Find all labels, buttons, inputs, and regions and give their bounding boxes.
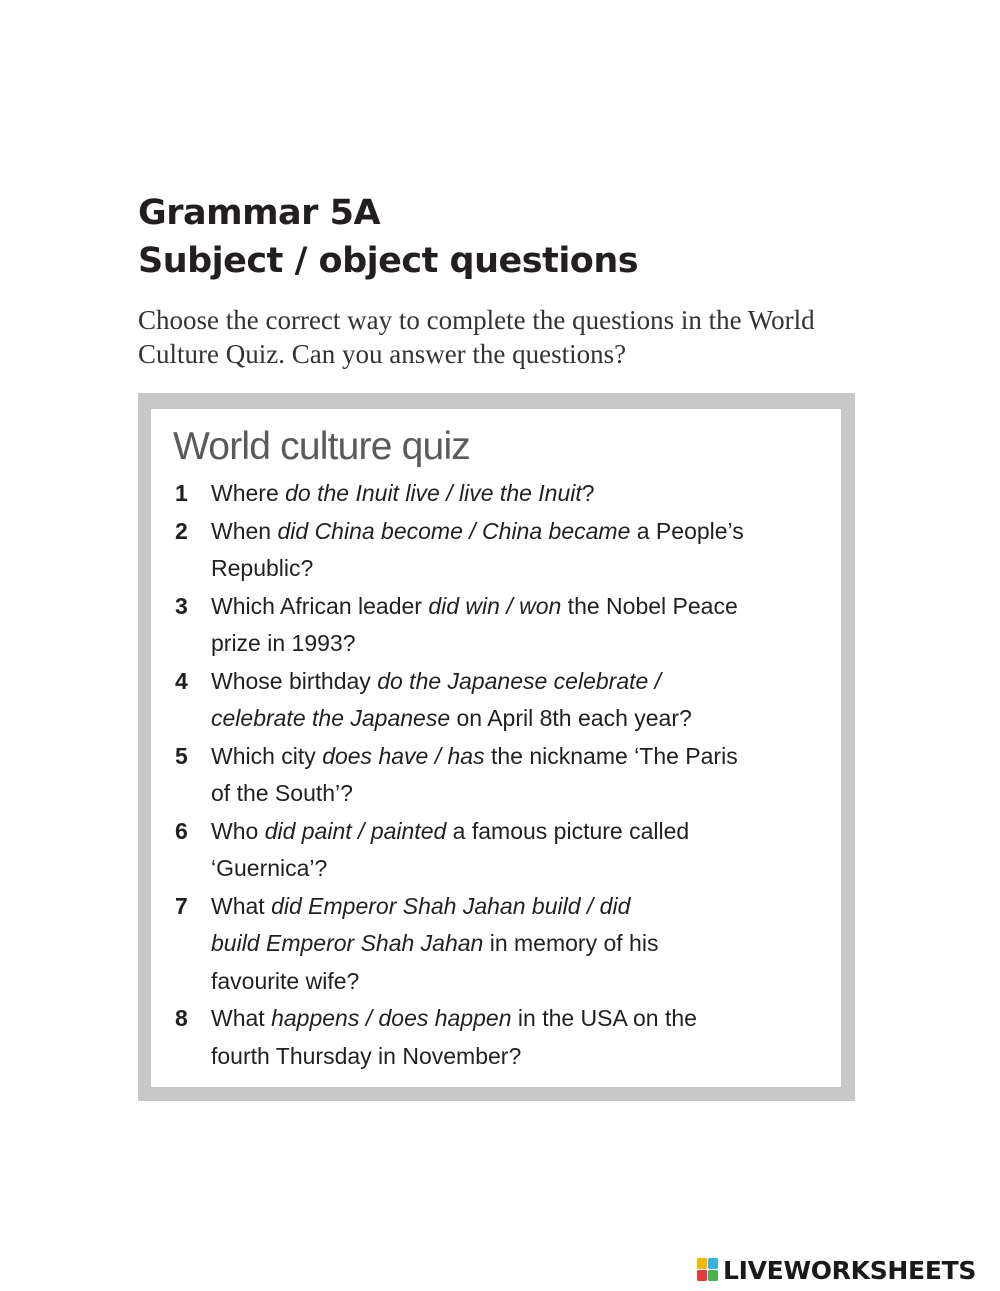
question-fragment: Where xyxy=(211,480,286,506)
question-text xyxy=(211,738,835,813)
liveworksheets-logo xyxy=(697,1255,976,1285)
brand-name: LIVEWORKSHEETS xyxy=(723,1255,977,1285)
question-number: 5 xyxy=(175,742,188,769)
question-list xyxy=(175,475,835,1075)
question-number: 8 xyxy=(175,1005,188,1031)
answer-options: did paint / painted xyxy=(264,817,447,844)
question-line xyxy=(211,1038,835,1076)
page-title: Grammar 5A xyxy=(138,193,381,233)
quiz-box xyxy=(138,393,855,1101)
question-line xyxy=(211,475,835,513)
question-line xyxy=(211,700,835,738)
question-line xyxy=(211,588,835,626)
question-line xyxy=(211,813,835,851)
question-line xyxy=(211,925,835,963)
question-line xyxy=(211,850,835,888)
question-line xyxy=(211,625,835,663)
quiz-title: World culture quiz xyxy=(173,425,471,468)
question-fragment: Whose birthday xyxy=(211,667,378,694)
question-fragment: a People’s xyxy=(630,517,744,544)
quiz-question xyxy=(175,513,835,588)
quiz-question xyxy=(175,888,835,1001)
question-fragment: favourite wife? xyxy=(211,967,360,994)
question-fragment: on April 8th each year? xyxy=(450,705,692,731)
question-text xyxy=(211,513,835,588)
answer-options: do the Inuit live / live the Inuit xyxy=(285,480,582,506)
question-fragment: fourth Thursday in November? xyxy=(211,1042,522,1069)
question-fragment: the Nobel Peace xyxy=(561,592,738,619)
question-line xyxy=(211,513,835,551)
logo-block xyxy=(708,1258,718,1269)
logo-block xyxy=(697,1270,707,1281)
question-number: 3 xyxy=(175,592,188,619)
question-number: 6 xyxy=(175,817,188,844)
answer-options: did win / won xyxy=(428,592,562,619)
logo-block xyxy=(708,1270,718,1281)
quiz-question xyxy=(175,663,835,738)
instructions-text: Choose the correct way to complete the questions in the World Culture Quiz. Can you answer the questions? xyxy=(138,305,815,369)
question-fragment: ‘Guernica’? xyxy=(211,855,328,881)
question-number: 7 xyxy=(175,892,188,919)
question-text xyxy=(211,663,835,738)
quiz-question xyxy=(175,475,835,513)
answer-options: build Emperor Shah Jahan xyxy=(211,930,484,956)
quiz-question xyxy=(175,738,835,813)
question-fragment: Which African leader xyxy=(211,592,429,619)
question-text xyxy=(211,475,835,513)
question-fragment: in the USA on the xyxy=(511,1005,697,1031)
question-fragment: When xyxy=(211,517,278,544)
question-line xyxy=(211,775,835,813)
liveworksheets-logo-icon xyxy=(697,1258,719,1282)
question-fragment: prize in 1993? xyxy=(211,630,356,656)
question-fragment: What xyxy=(211,1005,272,1031)
answer-options: did China become / China became xyxy=(277,517,631,544)
logo-block xyxy=(697,1258,707,1269)
question-line xyxy=(211,1000,835,1038)
page-subtitle: Subject / object questions xyxy=(138,241,639,281)
question-fragment: of the South’? xyxy=(211,780,353,806)
question-fragment: What xyxy=(211,892,272,919)
question-line xyxy=(211,888,835,926)
question-fragment: ? xyxy=(581,480,595,506)
question-fragment: the nickname ‘The Paris xyxy=(484,742,738,769)
question-number: 4 xyxy=(175,667,188,694)
question-number: 2 xyxy=(175,517,188,544)
question-line xyxy=(211,963,835,1001)
answer-options: celebrate the Japanese xyxy=(211,705,451,731)
answer-options: do the Japanese celebrate / xyxy=(377,667,662,694)
question-number: 1 xyxy=(175,480,188,506)
question-fragment: in memory of his xyxy=(483,930,659,956)
question-text xyxy=(211,1000,835,1075)
question-fragment: Which city xyxy=(211,742,323,769)
question-text xyxy=(211,813,835,888)
question-text xyxy=(211,588,835,663)
question-line xyxy=(211,738,835,776)
answer-options: happens / does happen xyxy=(271,1005,512,1031)
quiz-question xyxy=(175,813,835,888)
question-fragment: Who xyxy=(211,817,265,844)
question-line xyxy=(211,663,835,701)
question-fragment: a famous picture called xyxy=(446,817,690,844)
answer-options: does have / has xyxy=(322,742,485,769)
answer-options: did Emperor Shah Jahan build / did xyxy=(271,892,631,919)
quiz-question xyxy=(175,588,835,663)
question-fragment: Republic? xyxy=(211,555,314,581)
question-text xyxy=(211,888,835,1001)
quiz-question xyxy=(175,1000,835,1075)
question-line xyxy=(211,550,835,588)
